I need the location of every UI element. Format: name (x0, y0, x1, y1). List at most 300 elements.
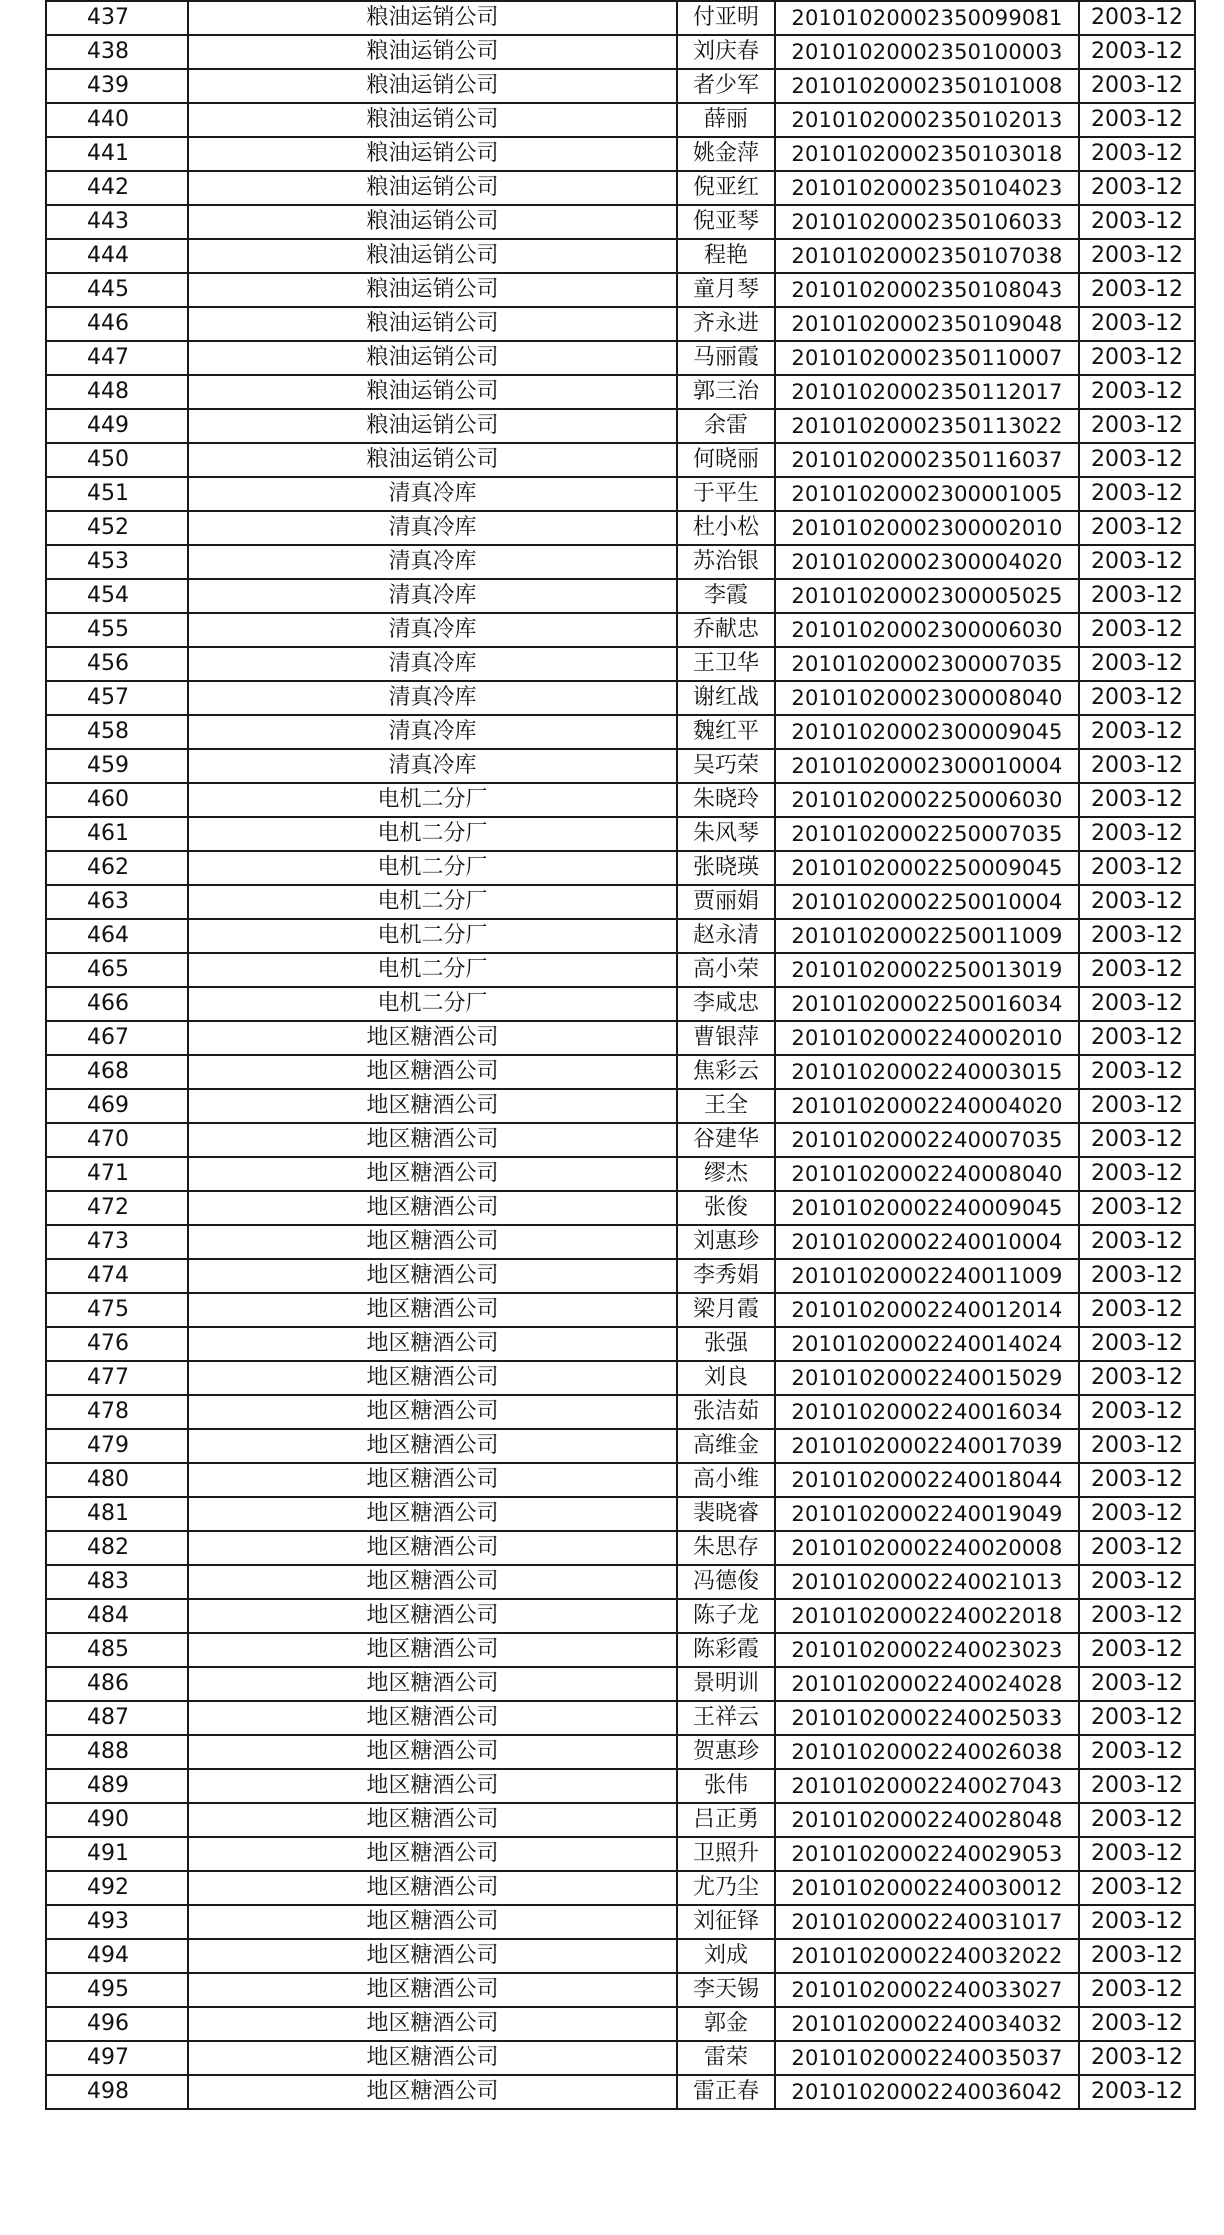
person-name-cell: 张俊 (677, 1191, 775, 1225)
person-name-cell: 李霞 (677, 579, 775, 613)
account-number-cell: 20101020002240018044 (775, 1463, 1079, 1497)
unit-name-cell: 地区糖酒公司 (188, 1497, 677, 1531)
unit-name-cell: 粮油运销公司 (188, 409, 677, 443)
person-name-cell: 李咸忠 (677, 987, 775, 1021)
period-cell: 2003-12 (1079, 2007, 1195, 2041)
table-row (46, 1565, 1195, 1599)
account-number-cell: 20101020002240030012 (775, 1871, 1079, 1905)
unit-name-cell: 地区糖酒公司 (188, 1599, 677, 1633)
period-cell: 2003-12 (1079, 613, 1195, 647)
account-number-cell: 20101020002350106033 (775, 205, 1079, 239)
row-number-cell: 487 (46, 1701, 188, 1735)
person-name-cell: 李天锡 (677, 1973, 775, 2007)
row-number-cell: 485 (46, 1633, 188, 1667)
period-cell: 2003-12 (1079, 35, 1195, 69)
unit-name-cell: 地区糖酒公司 (188, 1803, 677, 1837)
unit-name-cell: 地区糖酒公司 (188, 1361, 677, 1395)
period-cell: 2003-12 (1079, 443, 1195, 477)
unit-name-cell: 粮油运销公司 (188, 137, 677, 171)
person-name-cell: 付亚明 (677, 1, 775, 35)
row-number-cell: 477 (46, 1361, 188, 1395)
unit-name-cell: 清真冷库 (188, 477, 677, 511)
person-name-cell: 焦彩云 (677, 1055, 775, 1089)
unit-name-cell: 电机二分厂 (188, 953, 677, 987)
unit-name-cell: 地区糖酒公司 (188, 1939, 677, 1973)
period-cell: 2003-12 (1079, 409, 1195, 443)
account-number-cell: 20101020002350110007 (775, 341, 1079, 375)
table-row (46, 1973, 1195, 2007)
row-number-cell: 492 (46, 1871, 188, 1905)
row-number-cell: 479 (46, 1429, 188, 1463)
unit-name-cell: 清真冷库 (188, 613, 677, 647)
records-table (45, 0, 1196, 2110)
account-number-cell: 20101020002350104023 (775, 171, 1079, 205)
row-number-cell: 480 (46, 1463, 188, 1497)
period-cell: 2003-12 (1079, 375, 1195, 409)
row-number-cell: 441 (46, 137, 188, 171)
table-row (46, 613, 1195, 647)
table-row (46, 1327, 1195, 1361)
person-name-cell: 薛丽 (677, 103, 775, 137)
unit-name-cell: 地区糖酒公司 (188, 1225, 677, 1259)
unit-name-cell: 粮油运销公司 (188, 35, 677, 69)
row-number-cell: 446 (46, 307, 188, 341)
table-row (46, 1395, 1195, 1429)
unit-name-cell: 地区糖酒公司 (188, 1021, 677, 1055)
person-name-cell: 吕正勇 (677, 1803, 775, 1837)
table-row (46, 1837, 1195, 1871)
period-cell: 2003-12 (1079, 307, 1195, 341)
table-row (46, 443, 1195, 477)
row-number-cell: 469 (46, 1089, 188, 1123)
period-cell: 2003-12 (1079, 1769, 1195, 1803)
person-name-cell: 姚金萍 (677, 137, 775, 171)
person-name-cell: 赵永清 (677, 919, 775, 953)
unit-name-cell: 粮油运销公司 (188, 239, 677, 273)
account-number-cell: 20101020002350107038 (775, 239, 1079, 273)
table-row (46, 783, 1195, 817)
person-name-cell: 王全 (677, 1089, 775, 1123)
person-name-cell: 曹银萍 (677, 1021, 775, 1055)
person-name-cell: 李秀娟 (677, 1259, 775, 1293)
row-number-cell: 448 (46, 375, 188, 409)
table-row (46, 2075, 1195, 2109)
person-name-cell: 者少军 (677, 69, 775, 103)
row-number-cell: 447 (46, 341, 188, 375)
row-number-cell: 483 (46, 1565, 188, 1599)
period-cell: 2003-12 (1079, 1939, 1195, 1973)
person-name-cell: 张洁茹 (677, 1395, 775, 1429)
person-name-cell: 谢红战 (677, 681, 775, 715)
row-number-cell: 459 (46, 749, 188, 783)
unit-name-cell: 地区糖酒公司 (188, 1735, 677, 1769)
table-row (46, 1463, 1195, 1497)
account-number-cell: 20101020002240035037 (775, 2041, 1079, 2075)
table-row (46, 1021, 1195, 1055)
table-row (46, 1, 1195, 35)
period-cell: 2003-12 (1079, 1191, 1195, 1225)
person-name-cell: 谷建华 (677, 1123, 775, 1157)
table-row (46, 1293, 1195, 1327)
unit-name-cell: 地区糖酒公司 (188, 1701, 677, 1735)
row-number-cell: 449 (46, 409, 188, 443)
account-number-cell: 20101020002240025033 (775, 1701, 1079, 1735)
person-name-cell: 陈子龙 (677, 1599, 775, 1633)
row-number-cell: 488 (46, 1735, 188, 1769)
unit-name-cell: 地区糖酒公司 (188, 2041, 677, 2075)
table-row (46, 1497, 1195, 1531)
person-name-cell: 齐永进 (677, 307, 775, 341)
account-number-cell: 20101020002240033027 (775, 1973, 1079, 2007)
table-row (46, 171, 1195, 205)
person-name-cell: 张晓瑛 (677, 851, 775, 885)
account-number-cell: 20101020002300007035 (775, 647, 1079, 681)
unit-name-cell: 清真冷库 (188, 715, 677, 749)
unit-name-cell: 粮油运销公司 (188, 69, 677, 103)
table-row (46, 545, 1195, 579)
person-name-cell: 魏红平 (677, 715, 775, 749)
table-row (46, 1667, 1195, 1701)
account-number-cell: 20101020002250011009 (775, 919, 1079, 953)
row-number-cell: 478 (46, 1395, 188, 1429)
unit-name-cell: 地区糖酒公司 (188, 2007, 677, 2041)
table-row (46, 1225, 1195, 1259)
unit-name-cell: 地区糖酒公司 (188, 1055, 677, 1089)
table-row (46, 1429, 1195, 1463)
period-cell: 2003-12 (1079, 1905, 1195, 1939)
person-name-cell: 杜小松 (677, 511, 775, 545)
person-name-cell: 朱风琴 (677, 817, 775, 851)
unit-name-cell: 地区糖酒公司 (188, 1769, 677, 1803)
period-cell: 2003-12 (1079, 1497, 1195, 1531)
account-number-cell: 20101020002240024028 (775, 1667, 1079, 1701)
row-number-cell: 489 (46, 1769, 188, 1803)
account-number-cell: 20101020002350112017 (775, 375, 1079, 409)
unit-name-cell: 清真冷库 (188, 749, 677, 783)
account-number-cell: 20101020002240014024 (775, 1327, 1079, 1361)
period-cell: 2003-12 (1079, 1293, 1195, 1327)
unit-name-cell: 地区糖酒公司 (188, 1633, 677, 1667)
period-cell: 2003-12 (1079, 1837, 1195, 1871)
person-name-cell: 于平生 (677, 477, 775, 511)
row-number-cell: 497 (46, 2041, 188, 2075)
person-name-cell: 刘成 (677, 1939, 775, 1973)
period-cell: 2003-12 (1079, 681, 1195, 715)
row-number-cell: 463 (46, 885, 188, 919)
row-number-cell: 437 (46, 1, 188, 35)
account-number-cell: 20101020002350109048 (775, 307, 1079, 341)
period-cell: 2003-12 (1079, 1463, 1195, 1497)
row-number-cell: 438 (46, 35, 188, 69)
table-row (46, 987, 1195, 1021)
row-number-cell: 455 (46, 613, 188, 647)
period-cell: 2003-12 (1079, 171, 1195, 205)
table-row (46, 817, 1195, 851)
table-row (46, 35, 1195, 69)
person-name-cell: 余雷 (677, 409, 775, 443)
table-row (46, 1089, 1195, 1123)
account-number-cell: 20101020002240008040 (775, 1157, 1079, 1191)
unit-name-cell: 地区糖酒公司 (188, 1871, 677, 1905)
period-cell: 2003-12 (1079, 715, 1195, 749)
period-cell: 2003-12 (1079, 1021, 1195, 1055)
table-row (46, 1769, 1195, 1803)
table-row (46, 1531, 1195, 1565)
unit-name-cell: 粮油运销公司 (188, 443, 677, 477)
row-number-cell: 496 (46, 2007, 188, 2041)
person-name-cell: 高小维 (677, 1463, 775, 1497)
table-row (46, 1803, 1195, 1837)
person-name-cell: 朱晓玲 (677, 783, 775, 817)
row-number-cell: 451 (46, 477, 188, 511)
table-row (46, 579, 1195, 613)
account-number-cell: 20101020002350103018 (775, 137, 1079, 171)
table-row (46, 1599, 1195, 1633)
period-cell: 2003-12 (1079, 1803, 1195, 1837)
period-cell: 2003-12 (1079, 987, 1195, 1021)
table-row (46, 409, 1195, 443)
person-name-cell: 尤乃尘 (677, 1871, 775, 1905)
person-name-cell: 张强 (677, 1327, 775, 1361)
unit-name-cell: 粮油运销公司 (188, 375, 677, 409)
table-row (46, 1633, 1195, 1667)
person-name-cell: 雷正春 (677, 2075, 775, 2109)
unit-name-cell: 地区糖酒公司 (188, 1191, 677, 1225)
person-name-cell: 乔献忠 (677, 613, 775, 647)
account-number-cell: 20101020002240032022 (775, 1939, 1079, 1973)
row-number-cell: 486 (46, 1667, 188, 1701)
unit-name-cell: 地区糖酒公司 (188, 1089, 677, 1123)
unit-name-cell: 粮油运销公司 (188, 307, 677, 341)
row-number-cell: 494 (46, 1939, 188, 1973)
period-cell: 2003-12 (1079, 137, 1195, 171)
person-name-cell: 卫照升 (677, 1837, 775, 1871)
period-cell: 2003-12 (1079, 69, 1195, 103)
period-cell: 2003-12 (1079, 1973, 1195, 2007)
table-row (46, 1191, 1195, 1225)
account-number-cell: 20101020002240004020 (775, 1089, 1079, 1123)
account-number-cell: 20101020002240022018 (775, 1599, 1079, 1633)
person-name-cell: 梁月霞 (677, 1293, 775, 1327)
period-cell: 2003-12 (1079, 851, 1195, 885)
row-number-cell: 471 (46, 1157, 188, 1191)
period-cell: 2003-12 (1079, 783, 1195, 817)
person-name-cell: 王卫华 (677, 647, 775, 681)
unit-name-cell: 粮油运销公司 (188, 1, 677, 35)
table-row (46, 103, 1195, 137)
period-cell: 2003-12 (1079, 1055, 1195, 1089)
table-row (46, 69, 1195, 103)
period-cell: 2003-12 (1079, 2041, 1195, 2075)
period-cell: 2003-12 (1079, 1429, 1195, 1463)
row-number-cell: 458 (46, 715, 188, 749)
table-row (46, 2041, 1195, 2075)
unit-name-cell: 地区糖酒公司 (188, 1327, 677, 1361)
period-cell: 2003-12 (1079, 545, 1195, 579)
unit-name-cell: 清真冷库 (188, 545, 677, 579)
table-row (46, 1735, 1195, 1769)
row-number-cell: 493 (46, 1905, 188, 1939)
account-number-cell: 20101020002240012014 (775, 1293, 1079, 1327)
account-number-cell: 20101020002240029053 (775, 1837, 1079, 1871)
account-number-cell: 20101020002240031017 (775, 1905, 1079, 1939)
period-cell: 2003-12 (1079, 511, 1195, 545)
person-name-cell: 张伟 (677, 1769, 775, 1803)
unit-name-cell: 地区糖酒公司 (188, 1531, 677, 1565)
period-cell: 2003-12 (1079, 919, 1195, 953)
account-number-cell: 20101020002240010004 (775, 1225, 1079, 1259)
table-row (46, 851, 1195, 885)
account-number-cell: 20101020002350101008 (775, 69, 1079, 103)
period-cell: 2003-12 (1079, 1259, 1195, 1293)
row-number-cell: 444 (46, 239, 188, 273)
unit-name-cell: 地区糖酒公司 (188, 2075, 677, 2109)
table-row (46, 205, 1195, 239)
records-table-body (46, 1, 1195, 2109)
unit-name-cell: 地区糖酒公司 (188, 1259, 677, 1293)
table-row (46, 511, 1195, 545)
row-number-cell: 454 (46, 579, 188, 613)
table-row (46, 919, 1195, 953)
account-number-cell: 20101020002300001005 (775, 477, 1079, 511)
unit-name-cell: 地区糖酒公司 (188, 1667, 677, 1701)
person-name-cell: 倪亚琴 (677, 205, 775, 239)
table-row (46, 1361, 1195, 1395)
unit-name-cell: 清真冷库 (188, 579, 677, 613)
account-number-cell: 20101020002240009045 (775, 1191, 1079, 1225)
period-cell: 2003-12 (1079, 1089, 1195, 1123)
account-number-cell: 20101020002300004020 (775, 545, 1079, 579)
row-number-cell: 473 (46, 1225, 188, 1259)
person-name-cell: 刘征铎 (677, 1905, 775, 1939)
account-number-cell: 20101020002240002010 (775, 1021, 1079, 1055)
person-name-cell: 高小荣 (677, 953, 775, 987)
account-number-cell: 20101020002250013019 (775, 953, 1079, 987)
account-number-cell: 20101020002240016034 (775, 1395, 1079, 1429)
account-number-cell: 20101020002240026038 (775, 1735, 1079, 1769)
account-number-cell: 20101020002240007035 (775, 1123, 1079, 1157)
table-row (46, 137, 1195, 171)
unit-name-cell: 地区糖酒公司 (188, 1973, 677, 2007)
unit-name-cell: 粮油运销公司 (188, 103, 677, 137)
account-number-cell: 20101020002350100003 (775, 35, 1079, 69)
account-number-cell: 20101020002240021013 (775, 1565, 1079, 1599)
unit-name-cell: 电机二分厂 (188, 885, 677, 919)
table-row (46, 477, 1195, 511)
table-row (46, 647, 1195, 681)
account-number-cell: 20101020002240015029 (775, 1361, 1079, 1395)
table-row (46, 1701, 1195, 1735)
unit-name-cell: 电机二分厂 (188, 817, 677, 851)
account-number-cell: 20101020002350108043 (775, 273, 1079, 307)
person-name-cell: 刘惠珍 (677, 1225, 775, 1259)
unit-name-cell: 清真冷库 (188, 647, 677, 681)
unit-name-cell: 地区糖酒公司 (188, 1565, 677, 1599)
unit-name-cell: 粮油运销公司 (188, 273, 677, 307)
period-cell: 2003-12 (1079, 1395, 1195, 1429)
table-row (46, 341, 1195, 375)
period-cell: 2003-12 (1079, 1531, 1195, 1565)
account-number-cell: 20101020002240011009 (775, 1259, 1079, 1293)
period-cell: 2003-12 (1079, 205, 1195, 239)
table-row (46, 885, 1195, 919)
unit-name-cell: 粮油运销公司 (188, 205, 677, 239)
row-number-cell: 453 (46, 545, 188, 579)
person-name-cell: 雷荣 (677, 2041, 775, 2075)
account-number-cell: 20101020002300002010 (775, 511, 1079, 545)
unit-name-cell: 电机二分厂 (188, 851, 677, 885)
table-row (46, 1157, 1195, 1191)
unit-name-cell: 地区糖酒公司 (188, 1463, 677, 1497)
account-number-cell: 20101020002250016034 (775, 987, 1079, 1021)
period-cell: 2003-12 (1079, 579, 1195, 613)
table-row (46, 1055, 1195, 1089)
person-name-cell: 贺惠珍 (677, 1735, 775, 1769)
person-name-cell: 苏治银 (677, 545, 775, 579)
period-cell: 2003-12 (1079, 341, 1195, 375)
row-number-cell: 474 (46, 1259, 188, 1293)
row-number-cell: 476 (46, 1327, 188, 1361)
account-number-cell: 20101020002300010004 (775, 749, 1079, 783)
unit-name-cell: 粮油运销公司 (188, 341, 677, 375)
period-cell: 2003-12 (1079, 1871, 1195, 1905)
account-number-cell: 20101020002250006030 (775, 783, 1079, 817)
row-number-cell: 484 (46, 1599, 188, 1633)
row-number-cell: 481 (46, 1497, 188, 1531)
account-number-cell: 20101020002240023023 (775, 1633, 1079, 1667)
row-number-cell: 442 (46, 171, 188, 205)
row-number-cell: 465 (46, 953, 188, 987)
person-name-cell: 马丽霞 (677, 341, 775, 375)
table-row (46, 681, 1195, 715)
person-name-cell: 吴巧荣 (677, 749, 775, 783)
table-row (46, 749, 1195, 783)
row-number-cell: 440 (46, 103, 188, 137)
table-row (46, 2007, 1195, 2041)
unit-name-cell: 地区糖酒公司 (188, 1293, 677, 1327)
period-cell: 2003-12 (1079, 2075, 1195, 2109)
period-cell: 2003-12 (1079, 1361, 1195, 1395)
person-name-cell: 王祥云 (677, 1701, 775, 1735)
account-number-cell: 20101020002300008040 (775, 681, 1079, 715)
row-number-cell: 443 (46, 205, 188, 239)
person-name-cell: 倪亚红 (677, 171, 775, 205)
row-number-cell: 490 (46, 1803, 188, 1837)
period-cell: 2003-12 (1079, 1667, 1195, 1701)
person-name-cell: 刘良 (677, 1361, 775, 1395)
period-cell: 2003-12 (1079, 1599, 1195, 1633)
row-number-cell: 439 (46, 69, 188, 103)
account-number-cell: 20101020002240034032 (775, 2007, 1079, 2041)
period-cell: 2003-12 (1079, 817, 1195, 851)
account-number-cell: 20101020002240003015 (775, 1055, 1079, 1089)
unit-name-cell: 电机二分厂 (188, 919, 677, 953)
unit-name-cell: 地区糖酒公司 (188, 1429, 677, 1463)
account-number-cell: 20101020002350113022 (775, 409, 1079, 443)
person-name-cell: 郭金 (677, 2007, 775, 2041)
row-number-cell: 462 (46, 851, 188, 885)
account-number-cell: 20101020002240019049 (775, 1497, 1079, 1531)
account-number-cell: 20101020002240027043 (775, 1769, 1079, 1803)
row-number-cell: 482 (46, 1531, 188, 1565)
period-cell: 2003-12 (1079, 1, 1195, 35)
row-number-cell: 466 (46, 987, 188, 1021)
account-number-cell: 20101020002250009045 (775, 851, 1079, 885)
account-number-cell: 20101020002350116037 (775, 443, 1079, 477)
unit-name-cell: 地区糖酒公司 (188, 1157, 677, 1191)
period-cell: 2003-12 (1079, 1157, 1195, 1191)
table-row (46, 715, 1195, 749)
